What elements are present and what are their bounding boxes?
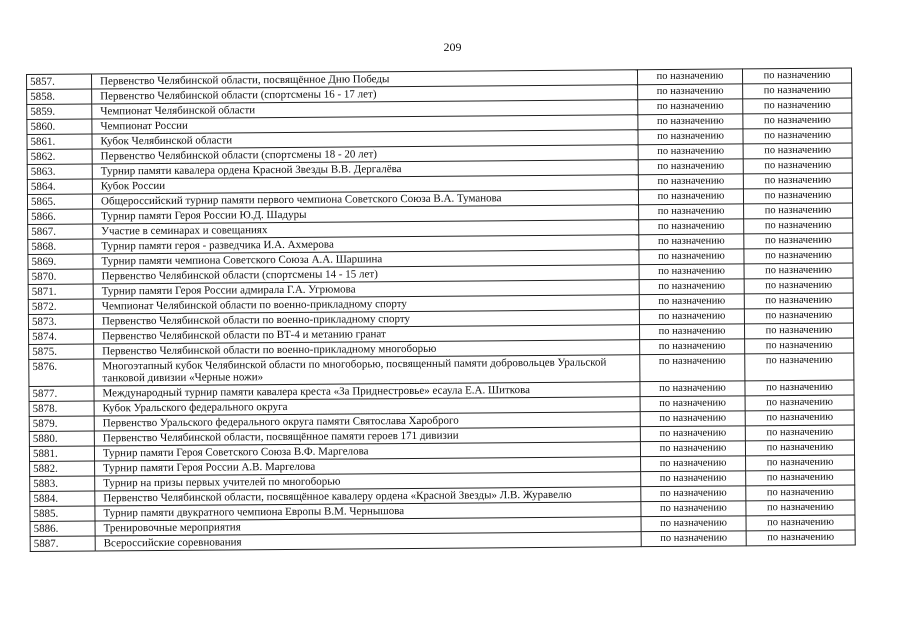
event-name-cell: Турнир памяти двукратного чемпиона Европы В.М. Чернышова (95, 502, 641, 521)
row-number-cell: 5883. (30, 476, 95, 492)
event-name-cell: Турнир памяти Героя Советского Союза В.Ф. Маргелова (94, 442, 640, 461)
event-name-cell: Первенство Челябинской области (спортсмены 18 - 20 лет) (92, 145, 638, 164)
event-name-cell: Первенство Челябинской области по ВТ-4 и метанию гранат (94, 325, 640, 344)
assignment-cell-2: по назначению (745, 425, 854, 441)
assignment-cell-1: по назначению (640, 426, 745, 442)
row-number-cell: 5878. (29, 401, 94, 417)
assignment-cell-1: по назначению (637, 69, 742, 85)
row-number-cell: 5858. (27, 89, 92, 105)
events-table-body (27, 68, 856, 551)
assignment-cell-1: по назначению (640, 411, 745, 427)
assignment-cell-1: по назначению (639, 234, 744, 250)
assignment-cell-2: по назначению (746, 500, 855, 516)
event-name-cell: Первенство Челябинской области, посвящённое кавалеру ордена «Красной Звезды» Л.В. Журавелю (95, 487, 641, 506)
event-name-cell: Первенство Челябинской области по военно-прикладному многоборью (94, 340, 640, 359)
event-name-cell: Кубок Уральского федерального округа (94, 397, 640, 416)
event-name-cell: Турнир памяти чемпиона Советского Союза А.А. Шаршина (93, 250, 639, 269)
row-number-cell: 5868. (28, 239, 93, 255)
row-number-cell: 5870. (28, 269, 93, 285)
assignment-cell-1: по назначению (639, 309, 744, 325)
assignment-cell-2: по назначению (742, 68, 851, 84)
row-number-cell: 5865. (27, 194, 92, 210)
assignment-cell-1: по назначению (640, 354, 745, 382)
row-number-cell: 5877. (29, 386, 94, 402)
assignment-cell-2: по назначению (745, 353, 854, 381)
event-name-cell: Тренировочные мероприятия (95, 517, 641, 536)
event-name-cell: Международный турнир памяти кавалера креста «За Приднестровье» есаула Е.А. Шиткова (94, 382, 640, 401)
event-name-cell: Турнир памяти кавалера ордена Красной Звезды В.В. Дергалёва (92, 160, 638, 179)
assignment-cell-1: по назначению (641, 501, 746, 517)
assignment-cell-1: по назначению (640, 441, 745, 457)
event-name-cell: Чемпионат Челябинской области по военно-прикладному спорту (93, 295, 639, 314)
row-number-cell: 5880. (29, 431, 94, 447)
assignment-cell-2: по назначению (744, 248, 853, 264)
row-number-cell: 5881. (29, 446, 94, 462)
row-number-cell: 5874. (29, 329, 94, 345)
event-name-cell: Турнир памяти Героя России адмирала Г.А. Угрюмова (93, 280, 639, 299)
assignment-cell-1: по назначению (638, 189, 743, 205)
assignment-cell-1: по назначению (641, 486, 746, 502)
assignment-cell-1: по назначению (638, 159, 743, 175)
assignment-cell-2: по назначению (744, 218, 853, 234)
assignment-cell-2: по назначению (743, 128, 852, 144)
assignment-cell-2: по назначению (745, 410, 854, 426)
row-number-cell: 5859. (27, 104, 92, 120)
events-table-wrapper (26, 68, 856, 552)
assignment-cell-1: по назначению (639, 324, 744, 340)
assignment-cell-2: по назначению (743, 143, 852, 159)
row-number-cell: 5871. (28, 284, 93, 300)
assignment-cell-1: по назначению (638, 84, 743, 100)
assignment-cell-1: по назначению (639, 294, 744, 310)
assignment-cell-2: по назначению (744, 278, 853, 294)
row-number-cell: 5861. (27, 134, 92, 150)
row-number-cell: 5862. (27, 149, 92, 165)
assignment-cell-1: по назначению (641, 531, 746, 547)
row-number-cell: 5864. (27, 179, 92, 195)
event-name-cell: Многоэтапный кубок Челябинской области по многоборью, посвященный памяти добровольцев Уральской танковой дивизии «Черные ножи» (94, 355, 640, 386)
row-number-cell: 5872. (28, 299, 93, 315)
assignment-cell-2: по назначению (743, 113, 852, 129)
assignment-cell-2: по назначению (744, 293, 853, 309)
assignment-cell-1: по назначению (640, 339, 745, 355)
assignment-cell-1: по назначению (641, 471, 746, 487)
assignment-cell-2: по назначению (746, 485, 855, 501)
assignment-cell-1: по назначению (638, 99, 743, 115)
assignment-cell-1: по назначению (639, 264, 744, 280)
assignment-cell-2: по назначению (744, 233, 853, 249)
row-number-cell: 5873. (28, 314, 93, 330)
assignment-cell-1: по назначению (641, 516, 746, 532)
row-number-cell: 5879. (29, 416, 94, 432)
event-name-cell: Участие в семинарах и совещаниях (93, 220, 639, 239)
event-name-cell: Первенство Челябинской области, посвящённое памяти героев 171 дивизии (94, 427, 640, 446)
event-name-cell: Кубок России (92, 175, 638, 194)
row-number-cell: 5869. (28, 254, 93, 270)
assignment-cell-2: по назначению (744, 203, 853, 219)
assignment-cell-2: по назначению (743, 98, 852, 114)
event-name-cell: Всероссийские соревнования (95, 532, 641, 551)
row-number-cell: 5884. (30, 491, 95, 507)
row-number-cell: 5867. (28, 224, 93, 240)
row-number-cell: 5887. (30, 536, 95, 552)
assignment-cell-2: по назначению (743, 83, 852, 99)
assignment-cell-1: по назначению (640, 396, 745, 412)
row-number-cell: 5866. (28, 209, 93, 225)
assignment-cell-2: по назначению (745, 440, 854, 456)
assignment-cell-2: по назначению (744, 308, 853, 324)
event-name-cell: Турнир памяти Героя России А.В. Маргелова (95, 457, 641, 476)
row-number-cell: 5885. (30, 506, 95, 522)
row-number-cell: 5875. (29, 344, 94, 360)
events-table (26, 68, 856, 552)
row-number-cell: 5882. (30, 461, 95, 477)
assignment-cell-2: по назначению (746, 530, 855, 546)
assignment-cell-1: по назначению (638, 129, 743, 145)
assignment-cell-1: по назначению (639, 279, 744, 295)
event-name-cell: Первенство Челябинской области по военно-прикладному спорту (93, 310, 639, 329)
row-number-cell: 5857. (27, 74, 92, 90)
event-name-cell: Первенство Челябинской области (спортсмены 16 - 17 лет) (92, 85, 638, 104)
assignment-cell-1: по назначению (641, 456, 746, 472)
event-name-cell: Первенство Челябинской области (спортсмены 14 - 15 лет) (93, 265, 639, 284)
assignment-cell-2: по назначению (744, 323, 853, 339)
assignment-cell-1: по назначению (638, 174, 743, 190)
page-number: 209 (443, 40, 462, 54)
assignment-cell-2: по назначению (746, 470, 855, 486)
assignment-cell-2: по назначению (746, 455, 855, 471)
row-number-cell: 5863. (27, 164, 92, 180)
row-number-cell: 5886. (30, 521, 95, 537)
event-name-cell: Турнир на призы первых учителей по многоборью (95, 472, 641, 491)
event-name-cell: Чемпионат Челябинской области (92, 100, 638, 119)
row-number-cell: 5860. (27, 119, 92, 135)
assignment-cell-1: по назначению (638, 144, 743, 160)
assignment-cell-1: по назначению (639, 249, 744, 265)
assignment-cell-2: по назначению (745, 380, 854, 396)
assignment-cell-2: по назначению (743, 173, 852, 189)
assignment-cell-1: по назначению (639, 219, 744, 235)
event-name-cell: Кубок Челябинской области (92, 130, 638, 149)
assignment-cell-2: по назначению (746, 515, 855, 531)
row-number-cell: 5876. (29, 359, 94, 387)
event-name-cell: Общероссийский турнир памяти первого чемпиона Советского Союза В.А. Туманова (92, 190, 638, 209)
assignment-cell-2: по назначению (743, 158, 852, 174)
event-name-cell: Турнир памяти Героя России Ю.Д. Шадуры (93, 205, 639, 224)
event-name-cell: Чемпионат России (92, 115, 638, 134)
assignment-cell-1: по назначению (639, 204, 744, 220)
event-name-cell: Турнир памяти героя - разведчика И.А. Ахмерова (93, 235, 639, 254)
assignment-cell-1: по назначению (640, 381, 745, 397)
assignment-cell-2: по назначению (745, 395, 854, 411)
assignment-cell-1: по назначению (638, 114, 743, 130)
event-name-cell: Первенство Челябинской области, посвящённое Дню Победы (92, 70, 638, 89)
assignment-cell-2: по назначению (743, 188, 852, 204)
assignment-cell-2: по назначению (745, 338, 854, 354)
event-name-cell: Первенство Уральского федерального округа памяти Святослава Хароброго (94, 412, 640, 431)
assignment-cell-2: по назначению (744, 263, 853, 279)
